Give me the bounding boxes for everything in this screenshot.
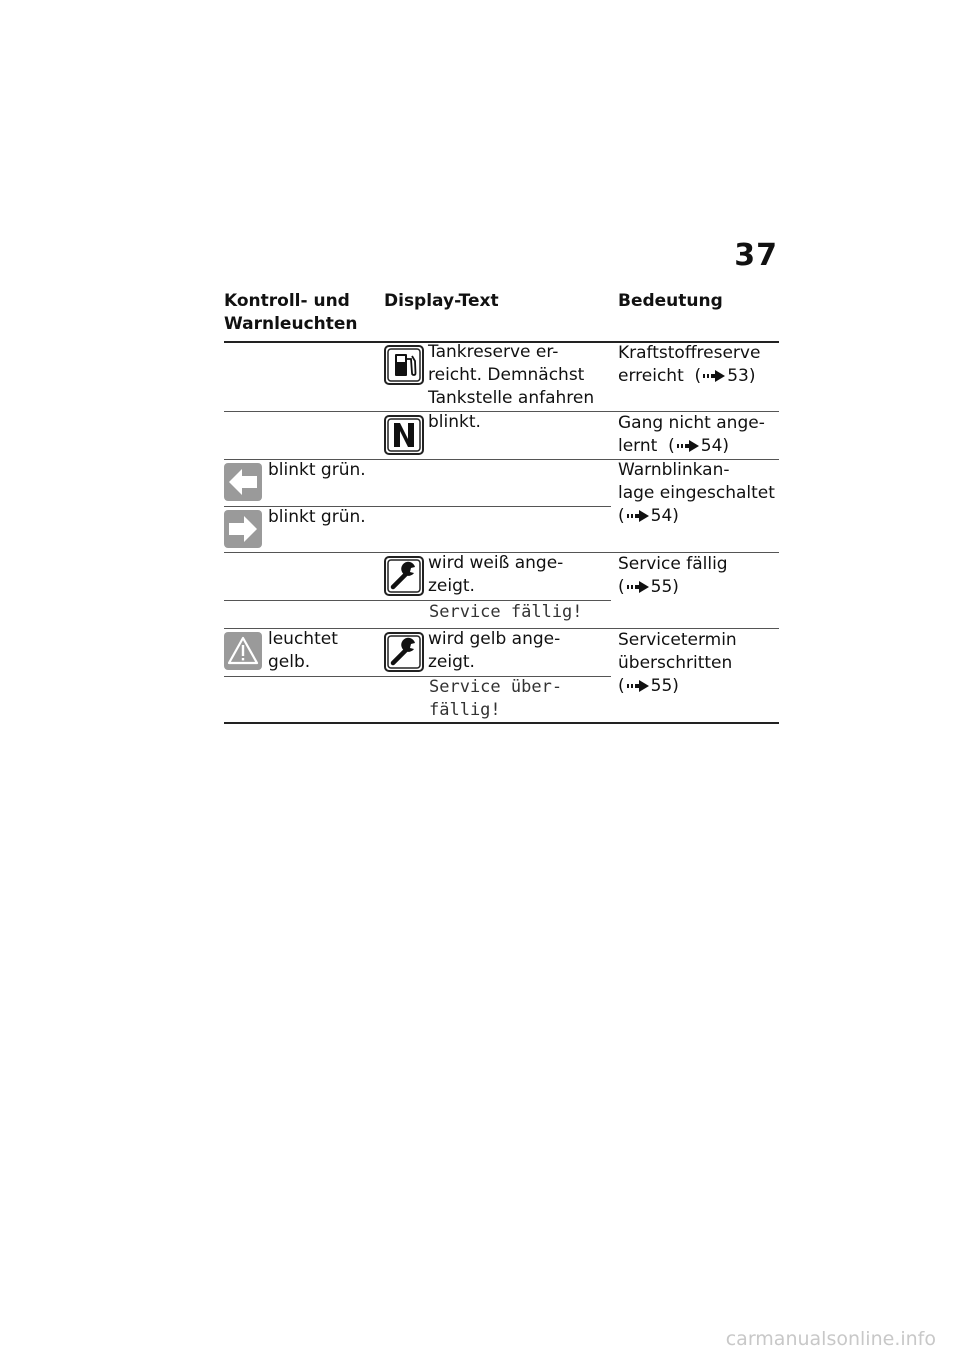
header-col1-line1: Kontroll- und [224, 291, 350, 311]
fuel-display-line2: reicht. Demnächst [428, 365, 585, 385]
service-due-meaning-line1: Service fällig [618, 554, 728, 574]
neutral-meaning-ref[interactable]: 54) [700, 436, 730, 456]
service-due-display-line1: wird weiß ange- [428, 553, 564, 573]
service-overdue-warn-text [268, 628, 338, 674]
service-due-display-code: Service fällig! [429, 602, 583, 622]
wrench-icon [384, 632, 424, 676]
page-reference-arrow-icon [627, 680, 649, 692]
fuel-display-text [428, 341, 594, 410]
service-due-meaning-ref[interactable]: 55) [650, 577, 679, 597]
fuel-display-line1: Tankreserve er- [428, 342, 559, 362]
service-due-meaning-line2: ( 55) [618, 577, 679, 597]
arrow-left-icon [224, 463, 262, 505]
hazard-meaning [618, 459, 775, 528]
page-reference-arrow-icon [627, 581, 649, 593]
hazard-meaning-line3: ( 54) [618, 506, 679, 526]
service-overdue-meaning [618, 629, 737, 698]
neutral-meaning-text: lernt [618, 436, 658, 456]
fuel-meaning-line1: Kraftstoffreserve [618, 343, 761, 363]
wrench-icon [384, 556, 424, 600]
header-col1-line2: Warnleuchten [224, 314, 358, 334]
table-bottom-border [224, 722, 779, 724]
service-overdue-warn-line1: leuchtet [268, 629, 338, 649]
service-overdue-display-line2: zeigt. [428, 652, 475, 672]
neutral-display: blinkt. [428, 412, 481, 432]
service-due-display-line2: zeigt. [428, 576, 475, 596]
neutral-n-icon [384, 415, 424, 459]
page-reference-arrow-icon [627, 510, 649, 522]
service-overdue-code-line2: fällig! [429, 700, 501, 720]
page-reference-arrow-icon [703, 370, 725, 382]
service-overdue-meaning-ref[interactable]: 55) [650, 676, 679, 696]
hazard-right-text: blinkt grün. [268, 507, 366, 527]
neutral-meaning-line2: lernt ( 54) [618, 436, 730, 456]
service-overdue-meaning-line2: überschritten [618, 653, 733, 673]
fuel-meaning [618, 342, 760, 388]
service-overdue-meaning-line3: ( 55) [618, 676, 679, 696]
header-bedeutung: Bedeutung [618, 291, 723, 311]
arrow-right-icon [224, 510, 262, 552]
fuel-pump-icon [384, 345, 424, 389]
service-overdue-display-code [429, 676, 562, 722]
service-due-display [428, 552, 563, 598]
service-overdue-warn-line2: gelb. [268, 652, 311, 672]
fuel-meaning-text: erreicht [618, 366, 684, 386]
neutral-meaning [618, 412, 765, 458]
service-overdue-display [428, 628, 560, 674]
hazard-meaning-line1: Warnblinkan- [618, 460, 730, 480]
neutral-meaning-line1: Gang nicht ange- [618, 413, 765, 433]
page-number: 37 [734, 238, 778, 273]
fuel-meaning-ref[interactable]: 53) [727, 366, 756, 386]
service-due-meaning [618, 553, 728, 599]
header-display-text: Display-Text [384, 291, 499, 311]
page-reference-arrow-icon [677, 440, 699, 452]
service-overdue-display-line1: wird gelb ange- [428, 629, 561, 649]
warning-triangle-icon [224, 632, 262, 674]
fuel-meaning-line2: erreicht ( 53) [618, 366, 756, 386]
watermark: carmanualsonline.info [725, 1328, 936, 1350]
fuel-display-line3: Tankstelle anfahren [428, 388, 595, 408]
hazard-meaning-line2: lage eingeschaltet [618, 483, 775, 503]
service-overdue-code-line1: Service über- [429, 677, 563, 697]
header-kontroll-warnleuchten [224, 290, 358, 336]
service-overdue-meaning-line1: Servicetermin [618, 630, 737, 650]
hazard-meaning-ref[interactable]: 54) [650, 506, 679, 526]
hazard-left-text: blinkt grün. [268, 460, 366, 480]
